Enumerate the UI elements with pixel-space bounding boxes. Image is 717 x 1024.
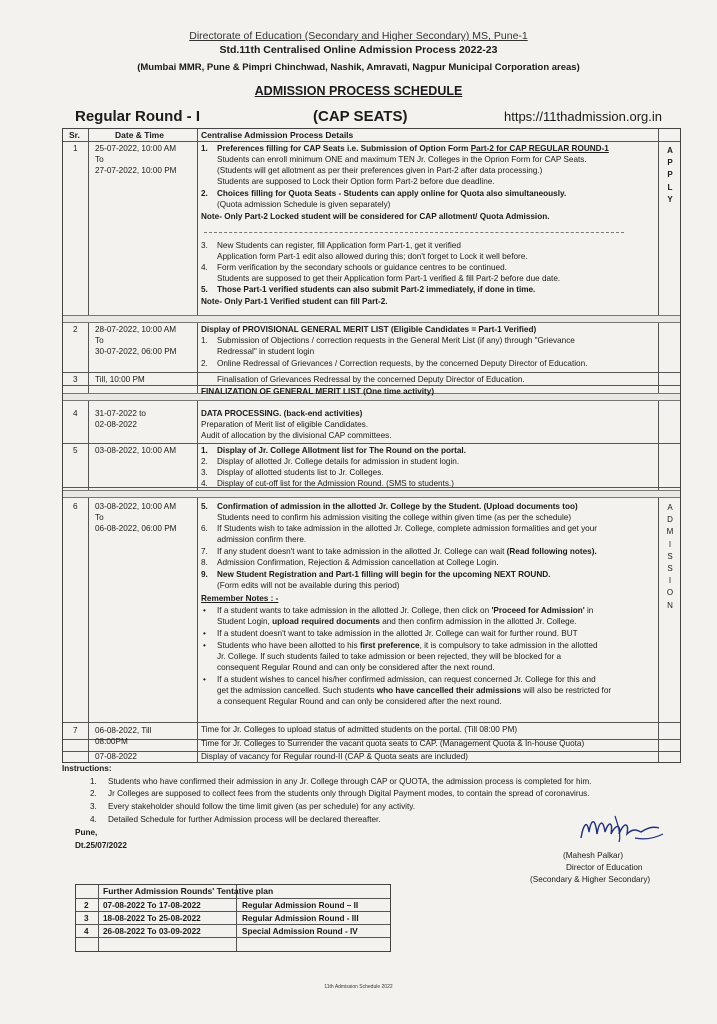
website-link[interactable]: https://11thadmission.org.in — [504, 109, 663, 124]
col-details-header: Centralise Admission Process Details — [201, 130, 354, 140]
col-date-header: Date & Time — [115, 130, 164, 140]
director-signature — [575, 808, 667, 848]
admission-vertical-label: A D M I S S I O N — [666, 503, 674, 610]
apply-vertical-label: A P P L Y — [667, 146, 673, 204]
signatory-name: (Mahesh Palkar) — [563, 851, 624, 860]
areas-line: (Mumbai MMR, Pune & Pimpri Chinchwad, Nashik, Amravati, Nagpur Municipal Corporation areas) — [137, 62, 580, 73]
tentative-plan-table: Further Admission Rounds' Tentative plan 2 07-08-2022 To 17-08-2022 Regular Admission Round – II 3 18-08-2022 To 25-08-2022 Regular Admission Round - III 4 26-08-2022 To 03-09-2022 Special Admission Round - IV — [75, 884, 391, 952]
directorate-line: Directorate of Education (Secondary and Higher Secondary) MS, Pune-1 — [189, 30, 528, 42]
document-page: Directorate of Education (Secondary and Higher Secondary) MS, Pune-1 Std.11th Centralised Online Admission Process 2022-23 (Mumbai MMR, Pune & Pimpri Chinchwad, Nashik, Amravati, Nagpur Municipal Corporation areas) ADMISSION PROCESS SCHEDULE Regular Round - I (CAP SEATS) https://11thadmission.org.in Sr. Date & Time Centralise Admission Process Details 1 25-07-2022, 10:00 AM To 27-07-2022, 10:00 PM 1. Preferences filling for CAP Seats i.e. Submission of Option Form Part-2 for CAP REGULAR ROUND-1 Students can enroll minimum ONE and maximum TEN Jr. Colleges in the Oprion Form for CAP Seats. (Students will get allotment as per their preferences given in Part-2 after data processing.) Students are supposed to Lock their Option form Part-2 before due deadline. 2. Choices filling for Quota Seats - Students can apply online for Quota also simultaneously. (Quota admission Schedule is given separately) Note- Only Part-2 Locked student will be considered for CAP allotment/ Quota Admission. 3. New Students can register, fill Application form Part-1, get it verified Application form Part-1 edit also allowed during this; don't forget to Lock it well before. 4. Form verification by the secondary schools or guidance centres to be continued. Students are supposed to get their Application form Part-1 verified & fill Part-2 before due date. 5. Those Part-1 verified students can also submit Part-2 immediately, if done in time. Note- Only Part-1 Verified student can fill Part-2. A P P L Y 2 28-07-2022, 10:00 AM To 30-07-2022, 06:00 PM Display of PROVISIONAL GENERAL MERIT LIST (Eligible Candidates = Part-1 Verified) 1. Submission of Objections / correction requests in the General Merit List (if any) through "Grievance Redressal" in student login 2. Online Redressal of Grievances / Correction requests, by the concerned Deputy Director of Education. 3 Till, 10:00 PM Finalisation of Grievances Redressal by the concerned Deputy Director of Education. FINALIZATION OF GENERAL MERIT LIST (One time activity) 4 31-07-2022 to 02-08-2022 DATA PROCESSING. (back-end activities) Preparation of Merit list of eligible Candidates. Audit of allocation by the divisional CAP committees. 5 03-08-2022, 10:00 AM 1. Display of Jr. College Allotment list for The Round on the portal. 2. Display of allotted Jr. College details for admission in student login. 3. Display of allotted students list to Jr. Colleges. 4. Display of cut-off list for the Admission Round. (SMS to students.) 6 03-08-2022, 10:00 AM To 06-08-2022, 06:00 PM 5. Confirmation of admission in the allotted Jr. College by the Student. (Upload documents too) Students need to confirm his admission visiting the college within given time (as per the schedule) 6. If Students wish to take admission in the allotted Jr. College, complete admission formalities and get your admission confirm there. 7. If any student doesn't want to take admission in the allotted Jr. College can wait (Read following notes). 8. Admission Confirmation, Rejection & Admission cancellation at College Login. 9. New Student Registration and Part-1 filling will begin for the upcoming NEXT ROUND. (Form edits will not be available during this period) Remember Notes : - • If a student wants to take admission in the allotted Jr. College, then click on 'Proceed for Admission' in Student Login, upload required documents and then confirm admission in the allotted Jr. College. • If a student doesn't want to take admission in the allotted Jr. College can wait for further round. BUT • Students who have been allotted to his first preference, it is compulsory to take admission in the allotted Jr. College. If such students failed to take admission or been rejected, they will be blocked for a consequent Regular Round and can only be considered after the next round. • If a student wishes to cancel his/her confirmed admission, can request concerned Jr. College for this and get the admission cancelled. Such students who have cancelled their admissions will also be restricted for a consequent Regular Round and can only be considered after the next round. A D M I S S I O N 7 06-08-2022, Till 08:00PM 07-08-2022 Time for Jr. Colleges to upload status of admitted students on the portal. (Till 08:00 PM) Time for Jr. Colleges to Surrender the vacant quota seats to CAP. (Management Quota & In-house Quota) Display of vacancy for Regular round-II (CAP & Quota seats are included) Instructions: 1. Students who have confirmed their admission in any Jr. College through CAP or QUOTA, the admission process is completed for him. 2. Jr Colleges are supposed to collect fees from the students only through Digital Payment modes, to contain the spread of coronavirus. 3. Every stakeholder should follow the time limit given (as per schedule) for any activity. 4. Detailed Schedule for further Admission process will be declared thereafter. Pune, Dt.25/07/2022 (Mahesh Palkar) Director of Education (Secondary & Higher Secondary) Further Admission Rounds' Tentative plan 2 07-08-2022 To 17-08-2022 Regular Admission Round – II 3 18-08-2022 To 25-08-2022 Regular Admission Round - III 4 26-08-2022 To 03-09-2022 Special Admission Round - IV 11th Admission Schedule 2022 — [0, 0, 717, 1024]
instructions-heading: Instructions: — [62, 764, 112, 773]
signatory-title: Director of Education — [566, 863, 643, 872]
page-footer: 11th Admission Schedule 2022 — [324, 984, 393, 990]
round-title: Regular Round - I — [75, 108, 200, 125]
signatory-dept: (Secondary & Higher Secondary) — [530, 875, 651, 884]
schedule-table: Sr. Date & Time Centralise Admission Process Details 1 25-07-2022, 10:00 AM To 27-07-2022, 10:00 PM 1. Preferences filling for CAP Seats i.e. Submission of Option Form Part-2 for CAP REGULAR ROUND-1 Students can enroll minimum ONE and maximum TEN Jr. Colleges in the Oprion Form for CAP Seats. (Students will get allotment as per their preferences given in Part-2 after data processing.) Students are supposed to Lock their Option form Part-2 before due deadline. 2. Choices filling for Quota Seats - Students can apply online for Quota also simultaneously. (Quota admission Schedule is given separately) Note- Only Part-2 Locked student will be considered for CAP allotment/ Quota Admission. 3. New Students can register, fill Application form Part-1, get it verified Application form Part-1 edit also allowed during this; don't forget to Lock it well before. 4. Form verification by the secondary schools or guidance centres to be continued. Students are supposed to get their Application form Part-1 verified & fill Part-2 before due date. 5. Those Part-1 verified students can also submit Part-2 immediately, if done in time. Note- Only Part-1 Verified student can fill Part-2. A P P L Y 2 28-07-2022, 10:00 AM To 30-07-2022, 06:00 PM Display of PROVISIONAL GENERAL MERIT LIST (Eligible Candidates = Part-1 Verified) 1. Submission of Objections / correction requests in the General Merit List (if any) through "Grievance Redressal" in student login 2. Online Redressal of Grievances / Correction requests, by the concerned Deputy Director of Education. 3 Till, 10:00 PM Finalisation of Grievances Redressal by the concerned Deputy Director of Education. FINALIZATION OF GENERAL MERIT LIST (One time activity) 4 31-07-2022 to 02-08-2022 DATA PROCESSING. (back-end activities) Preparation of Merit list of eligible Candidates. Audit of allocation by the divisional CAP committees. 5 03-08-2022, 10:00 AM 1. Display of Jr. College Allotment list for The Round on the portal. 2. Display of allotted Jr. College details for admission in student login. 3. Display of allotted students list to Jr. Colleges. 4. Display of cut-off list for the Admission Round. (SMS to students.) 6 03-08-2022, 10:00 AM To 06-08-2022, 06:00 PM 5. Confirmation of admission in the allotted Jr. College by the Student. (Upload documents too) Students need to confirm his admission visiting the college within given time (as per the schedule) 6. If Students wish to take admission in the allotted Jr. College, complete admission formalities and get your admission confirm there. 7. If any student doesn't want to take admission in the allotted Jr. College can wait (Read following notes). 8. Admission Confirmation, Rejection & Admission cancellation at College Login. 9. New Student Registration and Part-1 filling will begin for the upcoming NEXT ROUND. (Form edits will not be available during this period) Remember Notes : - • If a student wants to take admission in the allotted Jr. College, then click on 'Proceed for Admission' in Student Login, upload required documents and then confirm admission in the allotted Jr. College. • If a student doesn't want to take admission in the allotted Jr. College can wait for further round. BUT • Students who have been allotted to his first preference, it is compulsory to take admission in the allotted Jr. College. If such students failed to take admission or been rejected, they will be blocked for a consequent Regular Round and can only be considered after the next round. • If a student wishes to cancel his/her confirmed admission, can request concerned Jr. College for this and get the admission cancelled. Such students who have cancelled their admissions will also be restricted for a consequent Regular Round and can only be considered after the next round. A D M I S S I O N 7 06-08-2022, Till 08:00PM 07-08-2022 Time for Jr. Colleges to upload status of admitted students on the portal. (Till 08:00 PM) Time for Jr. Colleges to Surrender the vacant quota seats to CAP. (Management Quota & In-house Quota) Display of vacancy for Regular round-II (CAP & Quota seats are included) — [62, 128, 681, 763]
process-title: Std.11th Centralised Online Admission Process 2022-23 — [219, 44, 498, 56]
place: Pune, — [75, 828, 98, 837]
issue-date: Dt.25/07/2022 — [75, 841, 127, 850]
cap-seats-label: (CAP SEATS) — [313, 108, 408, 125]
plan-heading: Further Admission Rounds' Tentative plan — [103, 886, 274, 896]
schedule-title: ADMISSION PROCESS SCHEDULE — [254, 84, 463, 98]
col-sr-header: Sr. — [69, 130, 80, 140]
